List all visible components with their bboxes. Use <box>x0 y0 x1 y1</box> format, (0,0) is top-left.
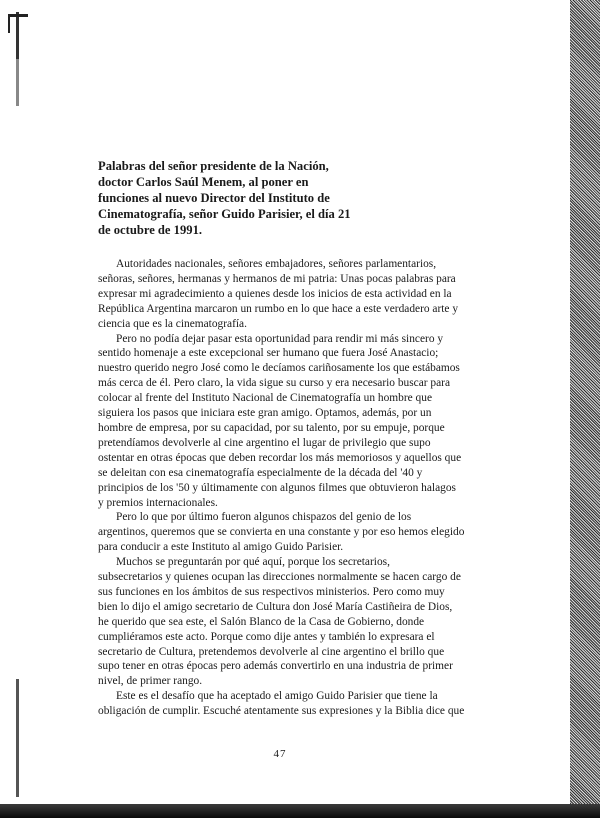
document-page <box>98 158 480 719</box>
paragraph <box>98 689 480 719</box>
text-line: supo tener en otras épocas pero además convertirlo en una industria de primer <box>98 660 453 673</box>
heading-line: de octubre de 1991. <box>98 223 203 237</box>
text-line: hombre de empresa, por su capacidad, por su talento, por su empuje, porque <box>98 421 445 434</box>
text-line: y premios internacionales. <box>98 496 218 509</box>
text-line: sus funciones en los ámbitos de sus respectivos ministerios. Pero como muy <box>98 585 445 598</box>
scan-corner-mark <box>8 14 28 33</box>
heading-line: doctor Carlos Saúl Menem, al poner en <box>98 175 309 189</box>
text-line: argentinos, queremos que se convierta en una constante y por eso hemos elegido <box>98 526 465 539</box>
paragraph <box>98 510 480 555</box>
paragraph <box>98 332 480 511</box>
text-line: Muchos se preguntarán por qué aquí, porque los secretarios, <box>116 556 390 569</box>
text-line: República Argentina marcaron un rumbo en lo que hace a este verdadero arte y <box>98 302 459 315</box>
text-line: obligación de cumplir. Escuché atentamente sus expresiones y la Biblia dice que <box>98 705 465 718</box>
heading-line: Cinematografía, señor Guido Parisier, el día 21 <box>98 207 351 221</box>
scan-edge-left <box>16 12 19 797</box>
text-line: ciencia que es la cinematografía. <box>98 317 247 330</box>
text-line: nivel, de primer rango. <box>98 675 203 688</box>
speech-heading <box>98 158 480 238</box>
scan-edge-right <box>570 0 600 818</box>
text-line: se deleitan con esa cinematografía especialmente de la década del '40 y <box>98 466 423 479</box>
text-line: Este es el desafío que ha aceptado el amigo Guido Parisier que tiene la <box>116 690 438 703</box>
text-line: ostentar en otras épocas que deben recordar los más memoriosos y aquellos que <box>98 451 462 464</box>
text-line: principios de los '50 y últimamente con algunos filmes que obtuvieron halagos <box>98 481 456 494</box>
heading-line: Palabras del señor presidente de la Nación, <box>98 159 329 173</box>
speech-body <box>98 257 480 719</box>
text-line: subsecretarios y quienes ocupan las direcciones normalmente se hacen cargo de <box>98 571 461 584</box>
text-line: cumpliéramos este acto. Porque como dije antes y también lo expresara el <box>98 630 435 643</box>
text-line: colocar al frente del Instituto Nacional de Cinematografía un hombre que <box>98 392 432 405</box>
text-line: expresar mi agradecimiento a quienes desde los inicios de esta actividad en la <box>98 287 452 300</box>
paragraph <box>98 555 480 689</box>
scan-edge-bottom <box>0 804 600 818</box>
heading-line: funciones al nuevo Director del Instituto de <box>98 191 330 205</box>
text-line: más cerca de él. Pero claro, la vida sigue su curso y era necesario buscar para <box>98 377 450 390</box>
text-line: nuestro querido negro José como le decíamos cariñosamente los que estábamos <box>98 362 460 375</box>
text-line: pretendíamos devolverle al cine argentino el lugar de privilegio que supo <box>98 436 431 449</box>
text-line: he querido que sea este, el Salón Blanco de la Casa de Gobierno, donde <box>98 615 425 628</box>
text-line: bien lo dijo el amigo secretario de Cultura don José María Castiñeira de Dios, <box>98 600 453 613</box>
text-line: Pero lo que por último fueron algunos chispazos del genio de los <box>116 511 412 524</box>
text-line: siguiera los pasos que iniciara este gran amigo. Optamos, además, por un <box>98 407 432 420</box>
text-line: Pero no podía dejar pasar esta oportunidad para rendir mi más sincero y <box>116 332 444 345</box>
text-line: señoras, señores, hermanas y hermanos de mi patria: Unas pocas palabras para <box>98 272 456 285</box>
paragraph <box>98 257 480 332</box>
text-line: sentido homenaje a este excepcional ser humano que fuera José Anastacio; <box>98 347 439 360</box>
page-number: 47 <box>273 748 287 760</box>
text-line: secretario de Cultura, pretendemos devolverle al cine argentino el brillo que <box>98 645 445 658</box>
text-line: Autoridades nacionales, señores embajadores, señores parlamentarios, <box>116 258 437 270</box>
text-line: para conducir a este Instituto al amigo Guido Parisier. <box>98 541 344 554</box>
